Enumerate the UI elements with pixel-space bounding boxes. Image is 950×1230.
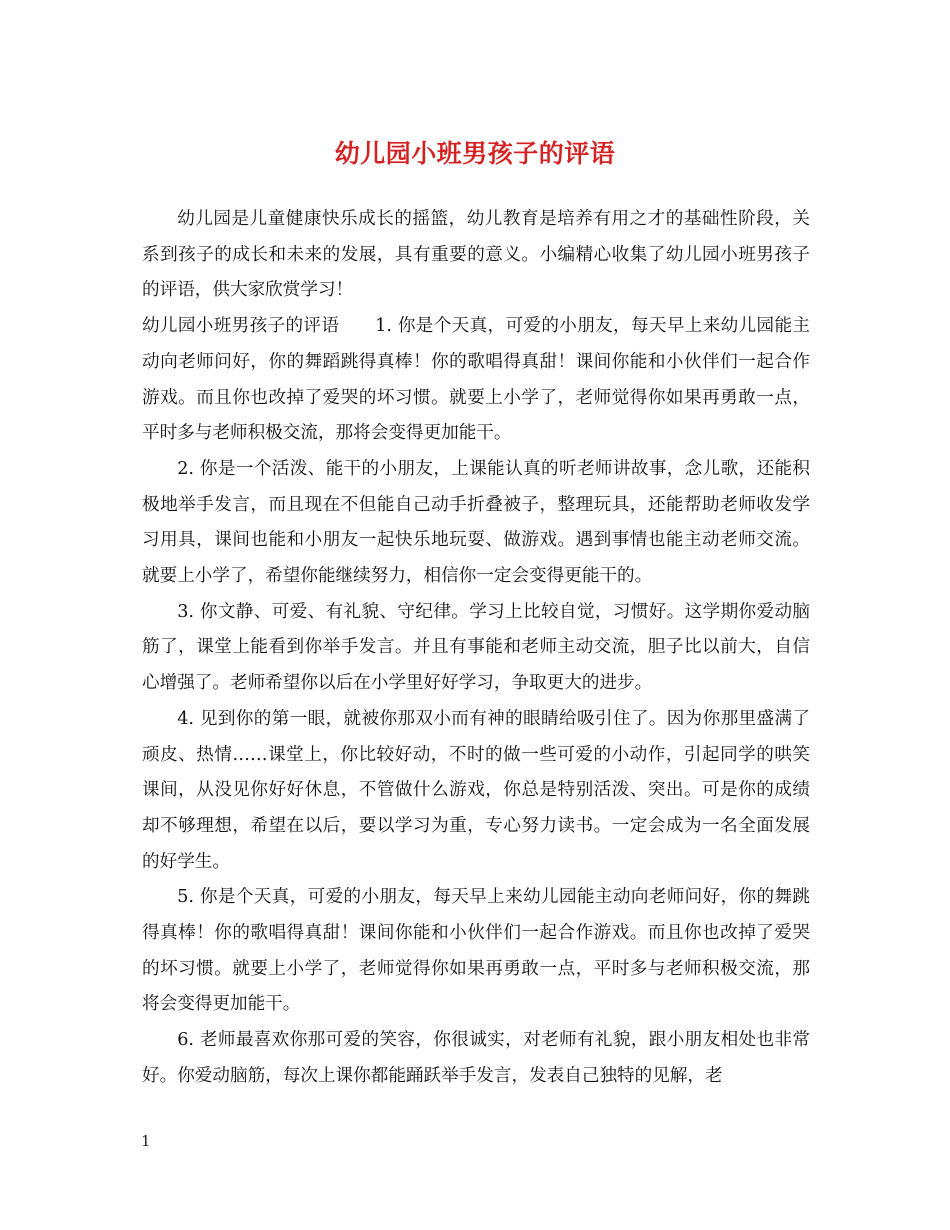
comment-paragraph-4: 4. 见到你的第一眼，就被你那双小而有神的眼睛给吸引住了。因为你那里盛满了顽皮、热情……课堂上，你比较好动，不时的做一些可爱的小动作，引起同学的哄笑课间，从没见你好好休息，不管做什么游戏，你总是特别活泼、突出。可是你的成绩却不够理想，希望在以后，要以学习为重，专心努力读书。一定会成为一名全面发展的好学生。 (142, 708, 810, 872)
comment-paragraph-6: 6. 老师最喜欢你那可爱的笑容，你很诚实，对老师有礼貌，跟小朋友相处也非常好。你爱动脑筋，每次上课你都能踊跃举手发言，发表自己独特的见解，老 (142, 1030, 810, 1086)
page-title: 幼儿园小班男孩子的评语 (334, 139, 616, 168)
intro-paragraph: 幼儿园是儿童健康快乐成长的摇篮，幼儿教育是培养有用之才的基础性阶段，关系到孩子的成长和未来的发展，具有重要的意义。小编精心收集了幼儿园小班男孩子的评语，供大家欣赏学习！ (142, 209, 810, 301)
comment-paragraph-5: 5. 你是个天真，可爱的小朋友，每天早上来幼儿园能主动向老师问好，你的舞跳得真棒！你的歌唱得真甜！课间你能和小伙伴们一起合作游戏。而且你也改掉了爱哭的坏习惯。就要上小学了，老师觉得你如果再勇敢一点，平时多与老师积极交流，那将会变得更加能干。 (142, 887, 810, 1015)
comment-paragraph-2: 2. 你是一个活泼、能干的小朋友，上课能认真的听老师讲故事，念儿歌，还能积极地举手发言，而且现在不但能自己动手折叠被子，整理玩具，还能帮助老师收发学习用具，课间也能和小朋友一起快乐地玩耍、做游戏。遇到事情也能主动老师交流。就要上小学了，希望你能继续努力，相信你一定会变得更能干的。 (142, 458, 810, 587)
comment-paragraph-1: 幼儿园小班男孩子的评语 1. 你是个天真，可爱的小朋友，每天早上来幼儿园能主动向老师问好，你的舞蹈跳得真棒！你的歌唱得真甜！课间你能和小伙伴们一起合作游戏。而且你也改掉了爱哭的坏习惯。就要上小学了，老师觉得你如果再勇敢一点，平时多与老师积极交流，那将会变得更加能干。 (142, 316, 810, 444)
comment-paragraph-3: 3. 你文静、可爱、有礼貌、守纪律。学习上比较自觉，习惯好。这学期你爱动脑筋了，课堂上能看到你举手发言。并且有事能和老师主动交流，胆子比以前大，自信心增强了。老师希望你以后在小学里好好学习，争取更大的进步。 (142, 601, 810, 694)
page-number: 1 (141, 1132, 151, 1150)
document-body (142, 202, 810, 1095)
